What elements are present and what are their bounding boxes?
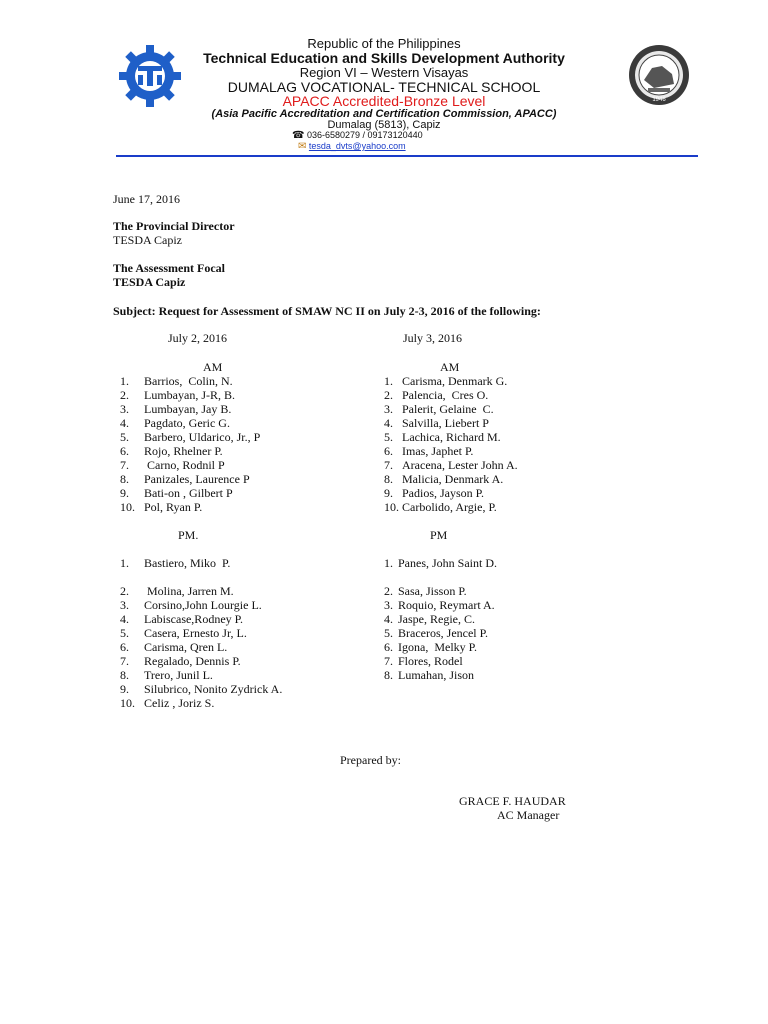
list-item-name: Carbolido, Argie, P.	[402, 500, 497, 514]
addressee-1-title: The Provincial Director	[113, 219, 235, 233]
list-item-name: Regalado, Dennis P.	[144, 654, 241, 668]
subject-line: Subject: Request for Assessment of SMAW NC II on July 2-3, 2016 of the following:	[113, 304, 541, 318]
list-item	[384, 374, 518, 388]
list-item-number: 5.	[384, 626, 393, 640]
day1-am-list	[120, 374, 260, 514]
list-item-number: 9.	[120, 682, 129, 696]
day1-date: July 2, 2016	[168, 331, 228, 345]
list-item-number: 5.	[120, 430, 129, 444]
list-item-name: Padios, Jayson P.	[402, 486, 485, 500]
list-item	[384, 598, 497, 612]
list-item	[120, 402, 260, 416]
list-item-name: Lumbayan, J-R, B.	[144, 388, 235, 402]
list-item-number: 4.	[120, 612, 129, 626]
day2-am-list	[384, 374, 518, 514]
list-item-name: Molina, Jarren M.	[144, 584, 234, 598]
list-item-name: Labiscase,Rodney P.	[144, 612, 243, 626]
list-item-number: 7.	[384, 458, 393, 472]
header-address: Dumalag (5813), Capiz	[327, 119, 441, 131]
envelope-icon: ✉	[298, 141, 307, 152]
list-item-name: Corsino,John Lourgie L.	[144, 598, 262, 612]
phone-icon: ☎	[292, 130, 305, 141]
list-item-name: Barbero, Uldarico, Jr., P	[144, 430, 261, 444]
list-item-number: 8.	[384, 668, 393, 682]
list-item-name: Jaspe, Regie, C.	[398, 612, 475, 626]
list-item	[384, 626, 497, 640]
list-item-number: 2.	[384, 388, 393, 402]
day2-date: July 3, 2016	[403, 331, 463, 345]
list-item-number: 4.	[384, 612, 393, 626]
list-item-number: 5.	[120, 626, 129, 640]
list-item-name: Palencia, Cres O.	[402, 388, 489, 402]
list-item	[120, 500, 260, 514]
list-item	[384, 472, 518, 486]
list-item-number: 8.	[120, 668, 129, 682]
header-school-name: DUMALAG VOCATIONAL- TECHNICAL SCHOOL	[227, 79, 541, 95]
list-item-name: Pagdato, Geric G.	[144, 416, 230, 430]
list-item	[120, 472, 260, 486]
list-item	[120, 444, 260, 458]
day2-pm-list	[384, 556, 497, 682]
list-item-number: 2.	[120, 584, 129, 598]
list-item-number: 3.	[120, 598, 129, 612]
list-item-name: Carisma, Denmark G.	[402, 374, 508, 388]
list-item	[120, 640, 282, 654]
list-item-number: 2.	[384, 584, 393, 598]
list-item-name: Bati-on , Gilbert P	[144, 486, 233, 500]
header-email[interactable]: ✉ tesda_dvts@yahoo.com	[298, 141, 406, 152]
list-item	[120, 682, 282, 696]
list-item	[384, 584, 497, 598]
addressee-1-org: TESDA Capiz	[113, 233, 182, 247]
day1-pm-label: PM.	[178, 528, 199, 542]
header-accreditation: APACC Accredited-Bronze Level	[282, 93, 486, 109]
list-item	[384, 486, 518, 500]
list-item-name: Bastiero, Miko P.	[144, 556, 231, 570]
list-item	[120, 388, 260, 402]
list-item-number: 8.	[120, 472, 129, 486]
list-item-number: 3.	[120, 402, 129, 416]
list-item	[384, 430, 518, 444]
list-item-name: Flores, Rodel	[398, 654, 463, 668]
svg-text:1946: 1946	[652, 97, 666, 103]
list-item-number: 6.	[384, 640, 393, 654]
list-item-name: Lachica, Richard M.	[402, 430, 501, 444]
header-apacc: (Asia Pacific Accreditation and Certification Commission, APACC)	[211, 108, 557, 120]
list-item-name: Sasa, Jisson P.	[398, 584, 467, 598]
list-item	[120, 430, 260, 444]
list-item-name: Casera, Ernesto Jr, L.	[144, 626, 247, 640]
list-item	[384, 668, 497, 682]
list-item-number: 8.	[384, 472, 393, 486]
list-item-number: 7.	[120, 654, 129, 668]
day1-am-label: AM	[203, 360, 223, 374]
list-item	[120, 668, 282, 682]
list-item-number: 3.	[384, 598, 393, 612]
list-item	[384, 556, 497, 570]
list-item	[120, 486, 260, 500]
list-item-name: Braceros, Jencel P.	[398, 626, 488, 640]
list-item-name: Carno, Rodnil P	[144, 458, 225, 472]
list-item	[384, 416, 518, 430]
letter-date: June 17, 2016	[113, 192, 180, 206]
list-item	[384, 654, 497, 668]
list-item	[384, 458, 518, 472]
addressee-2-title: The Assessment Focal	[113, 261, 225, 275]
list-item	[384, 402, 518, 416]
header-rule	[116, 155, 698, 157]
list-item-number: 1.	[120, 374, 129, 388]
list-item	[120, 598, 282, 612]
list-item-number: 6.	[120, 444, 129, 458]
day2-am-label: AM	[440, 360, 460, 374]
list-item-number: 4.	[120, 416, 129, 430]
header-phone: ☎ 036-6580279 / 09173120440	[292, 130, 423, 141]
list-item-name: Roquio, Reymart A.	[398, 598, 495, 612]
header-republic: Republic of the Philippines	[307, 36, 461, 51]
list-item	[384, 612, 497, 626]
header-region: Region VI – Western Visayas	[299, 65, 469, 80]
list-item-name: Silubrico, Nonito Zydrick A.	[144, 682, 283, 696]
list-item	[120, 626, 282, 640]
list-item-name: Barrios, Colin, N.	[144, 374, 233, 388]
prepared-by-label: Prepared by:	[340, 753, 401, 767]
list-item	[120, 374, 260, 388]
list-item	[120, 584, 282, 598]
list-item-name: Aracena, Lester John A.	[402, 458, 518, 472]
list-item-name: Panizales, Laurence P	[144, 472, 250, 486]
signatory-position: AC Manager	[497, 808, 560, 822]
list-item-number: 5.	[384, 430, 393, 444]
list-item-number: 6.	[384, 444, 393, 458]
list-item	[120, 612, 282, 626]
list-item	[384, 640, 497, 654]
list-item-number: 9.	[120, 486, 129, 500]
list-item-number: 10.	[120, 500, 135, 514]
list-item	[384, 444, 518, 458]
list-item	[120, 654, 282, 668]
list-item-number: 2.	[120, 388, 129, 402]
day2-pm-label: PM	[430, 528, 448, 542]
addressee-2-org: TESDA Capiz	[113, 275, 186, 289]
list-item	[384, 500, 518, 514]
list-item	[120, 458, 260, 472]
list-item-number: 7.	[384, 654, 393, 668]
list-item-name: Lumahan, Jison	[398, 668, 474, 682]
list-item	[120, 696, 282, 710]
list-item-name: Igona, Melky P.	[398, 640, 477, 654]
list-item-name: Palerit, Gelaine C.	[402, 402, 494, 416]
list-item-name: Trero, Junil L.	[144, 668, 213, 682]
list-item-name: Rojo, Rhelner P.	[144, 444, 223, 458]
list-item-number: 7.	[120, 458, 129, 472]
signatory-name: GRACE F. HAUDAR	[459, 794, 566, 808]
list-item-name: Lumbayan, Jay B.	[144, 402, 232, 416]
list-item-number: 1.	[120, 556, 129, 570]
list-item-name: Malicia, Denmark A.	[402, 472, 504, 486]
header-agency: Technical Education and Skills Development Authority	[203, 50, 565, 66]
list-item-number: 10.	[384, 500, 399, 514]
list-item	[120, 416, 260, 430]
list-item	[384, 388, 518, 402]
list-item-name: Celiz , Joriz S.	[144, 696, 215, 710]
list-item-number: 3.	[384, 402, 393, 416]
list-item-name: Carisma, Qren L.	[144, 640, 228, 654]
list-item-number: 6.	[120, 640, 129, 654]
list-item-name: Salvilla, Liebert P	[402, 416, 489, 430]
list-item-number: 4.	[384, 416, 393, 430]
list-item-number: 1.	[384, 374, 393, 388]
list-item	[120, 556, 282, 570]
day1-pm-list	[120, 556, 282, 710]
list-item-name: Panes, John Saint D.	[398, 556, 497, 570]
list-item-number: 9.	[384, 486, 393, 500]
list-item-name: Imas, Japhet P.	[402, 444, 474, 458]
list-item-name: Pol, Ryan P.	[144, 500, 203, 514]
list-item-number: 10.	[120, 696, 135, 710]
list-item-number: 1.	[384, 556, 393, 570]
